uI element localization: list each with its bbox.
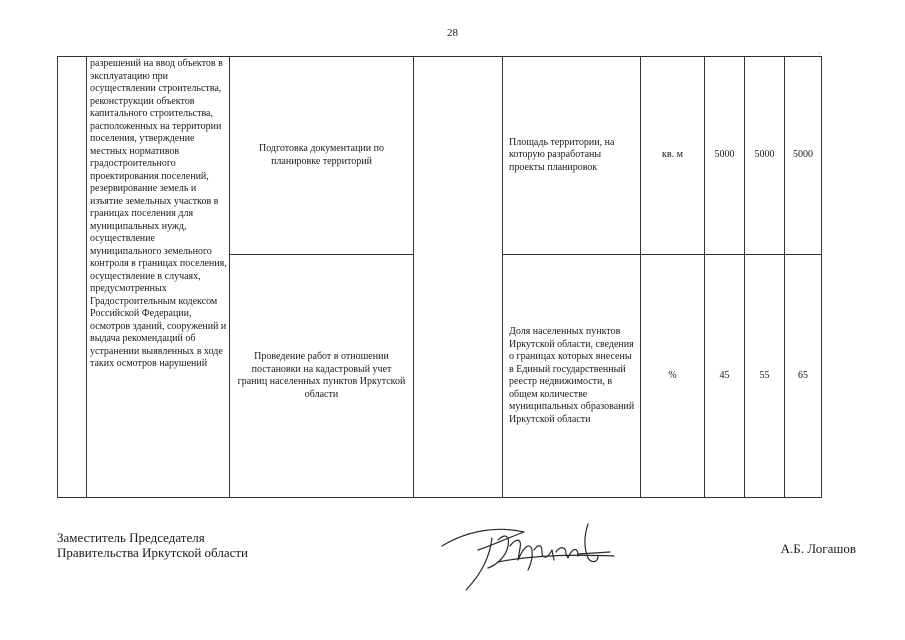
table-row (58, 57, 822, 255)
value-cell-year-1: 45 (705, 255, 745, 498)
event-cell: Проведение работ в отношении постановки на кадастровый учет границ населенных пунктов Иркутской области (230, 255, 414, 498)
value-cell-year-2: 55 (745, 255, 785, 498)
value-cell-year-3: 5000 (785, 57, 822, 255)
indicator-cell: Доля населенных пунктов Иркутской области, сведения о границах которых внесены в Единый государственный реестр недвижимости, в общем количестве муниципальных образований Иркутской области (503, 255, 641, 498)
signatory-name: А.Б. Логашов (780, 541, 856, 556)
position-line-2: Правительства Иркутской области (57, 545, 249, 560)
scan-mark: · (818, 49, 821, 58)
value-cell-year-3: 65 (785, 255, 822, 498)
empty-column-cell (414, 57, 503, 498)
number-cell (58, 57, 87, 498)
value-cell-year-1: 5000 (705, 57, 745, 255)
event-cell: Подготовка документации по планировке территорий (230, 57, 414, 255)
value-cell-year-2: 5000 (745, 57, 785, 255)
unit-cell: % (641, 255, 705, 498)
signatory-position (57, 530, 248, 560)
authority-basis-cell: разрешений на ввод объектов в эксплуатацию при осуществлении строительства, реконструкции объектов капитального строительства, расположенных на территории поселения, утверждение местных нормативов градостроительного проектирования поселений, резервирование земель и изъятие земельных участков в границах поселения для муниципальных нужд, осуществление муниципального земельного контроля в границах поселения, осуществление в случаях, предусмотренных Градостроительным кодексом Российской Федерации, осмотров зданий, сооружений и выдача рекомендаций об устранении выявленных в ходе таких осмотров нарушений (87, 57, 230, 498)
indicator-cell: Площадь территории, на которую разработаны проекты планировок (503, 57, 641, 255)
program-table (57, 56, 822, 498)
position-line-1: Заместитель Председателя (57, 530, 205, 545)
unit-cell: кв. м (641, 57, 705, 255)
page-number: 28 (447, 27, 458, 39)
handwritten-signature (438, 516, 618, 601)
